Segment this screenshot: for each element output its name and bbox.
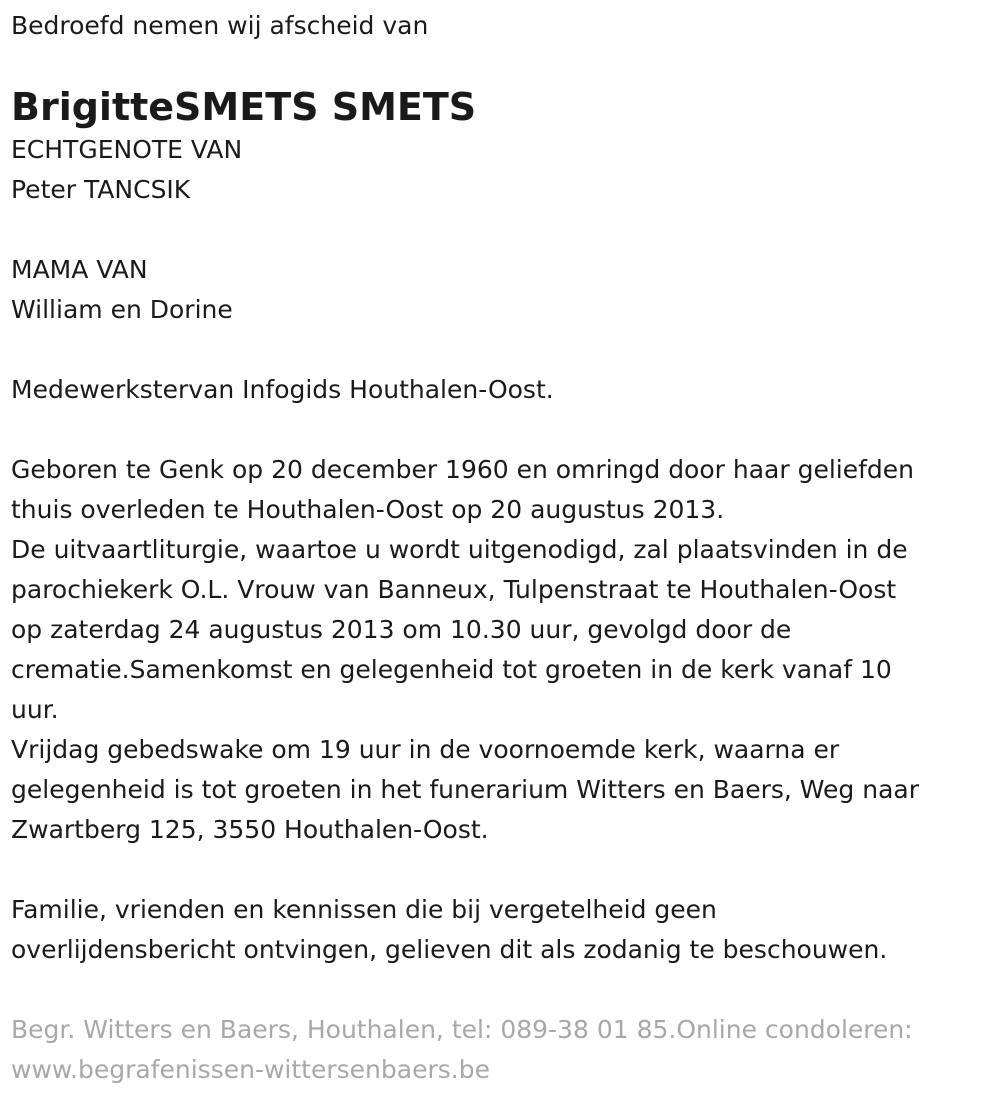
body-line: De uitvaartliturgie, waartoe u wordt uitgenodigd, zal plaatsvinden in de xyxy=(11,535,908,564)
spacer xyxy=(11,410,986,450)
spacer xyxy=(11,330,986,370)
intro-text: Bedroefd nemen wij afscheid van xyxy=(11,11,429,40)
footer-contact: Begr. Witters en Baers, Houthalen, tel: 089-38 01 85.Online condoleren: xyxy=(11,1015,913,1044)
body-line: thuis overleden te Houthalen-Oost op 20 augustus 2013. xyxy=(11,495,725,524)
spacer xyxy=(11,850,986,890)
children-relation: MAMA VAN xyxy=(11,255,148,284)
occupation-text: Medewerkstervan Infogids Houthalen-Oost. xyxy=(11,375,554,404)
closing-line: Familie, vrienden en kennissen die bij vergetelheid geen xyxy=(11,895,717,924)
body-line: Geboren te Genk op 20 december 1960 en omringd door haar geliefden xyxy=(11,455,915,484)
closing-note xyxy=(11,890,986,970)
footer-website: www.begrafenissen-wittersenbaers.be xyxy=(11,1055,490,1084)
spacer xyxy=(11,210,986,250)
funeral-details xyxy=(11,450,986,850)
spouse-name: Peter TANCSIK xyxy=(11,175,191,204)
deceased-name: BrigitteSMETS SMETS xyxy=(11,85,477,129)
body-line: uur. xyxy=(11,695,59,724)
body-line: crematie.Samenkomst en gelegenheid tot groeten in de kerk vanaf 10 xyxy=(11,655,892,684)
body-line: op zaterdag 24 augustus 2013 om 10.30 uur, gevolgd door de xyxy=(11,615,792,644)
closing-line: overlijdensbericht ontvingen, gelieven dit als zodanig te beschouwen. xyxy=(11,935,888,964)
spacer xyxy=(11,970,986,1010)
body-line: Vrijdag gebedswake om 19 uur in de voornoemde kerk, waarna er xyxy=(11,735,840,764)
children-names: William en Dorine xyxy=(11,295,233,324)
body-line: Zwartberg 125, 3550 Houthalen-Oost. xyxy=(11,815,489,844)
funeral-home-footer xyxy=(11,1010,986,1090)
body-line: gelegenheid is tot groeten in het funerarium Witters en Baers, Weg naar xyxy=(11,775,920,804)
body-line: parochiekerk O.L. Vrouw van Banneux, Tulpenstraat te Houthalen-Oost xyxy=(11,575,897,604)
spouse-relation: ECHTGENOTE VAN xyxy=(11,135,243,164)
death-notice xyxy=(11,6,986,1090)
